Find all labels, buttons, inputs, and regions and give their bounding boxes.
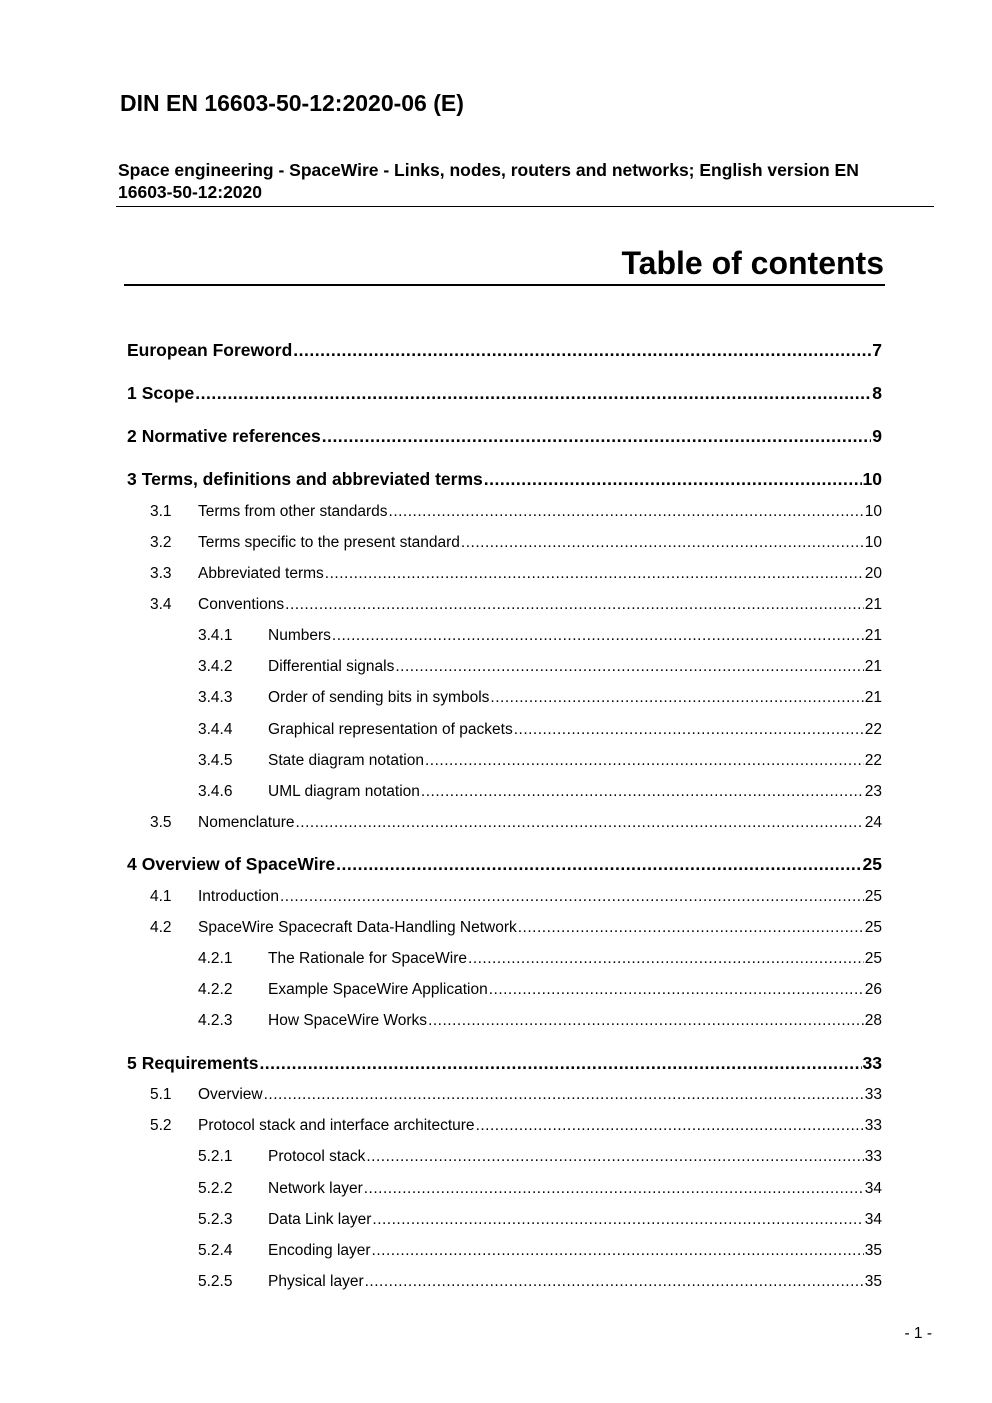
- toc-entry[interactable]: [198, 1148, 882, 1170]
- toc-entry-number: 4.2.3: [198, 1012, 233, 1029]
- toc-leader-dots: [425, 752, 864, 770]
- toc-entry[interactable]: [150, 814, 882, 836]
- toc-leader-dots: [365, 1273, 864, 1291]
- toc-entry[interactable]: [198, 721, 882, 743]
- toc-entry[interactable]: [198, 658, 882, 680]
- toc-entry[interactable]: [150, 534, 882, 556]
- toc-entry-label: Terms specific to the present standard: [198, 534, 460, 551]
- toc-entry-page: 22: [864, 721, 882, 738]
- toc-leader-dots: [518, 919, 864, 937]
- toc-entry[interactable]: [127, 383, 882, 407]
- toc-entry-page: 22: [864, 752, 882, 769]
- toc-entry[interactable]: [150, 596, 882, 618]
- toc-entry[interactable]: [127, 854, 882, 878]
- toc-entry[interactable]: [150, 919, 882, 941]
- toc-entry-number: 4.2.2: [198, 981, 233, 998]
- toc-entry[interactable]: [127, 426, 882, 450]
- toc-entry-number: 3.2: [150, 534, 172, 551]
- toc-entry-page: 20: [864, 565, 882, 582]
- toc-entry-page: 35: [864, 1273, 882, 1290]
- toc-entry[interactable]: [198, 950, 882, 972]
- page-number: - 1 -: [904, 1325, 932, 1342]
- toc-entry-label: Nomenclature: [198, 814, 295, 831]
- toc-leader-dots: [296, 814, 864, 832]
- toc-entry-label: Scope: [141, 383, 195, 403]
- toc-leader-dots: [389, 503, 864, 521]
- toc-leader-dots: [259, 1053, 861, 1074]
- toc-entry-number: 4: [127, 854, 137, 874]
- toc-entry-number: 3: [127, 469, 137, 489]
- toc-entry[interactable]: [150, 565, 882, 587]
- toc-entry[interactable]: [198, 1242, 882, 1264]
- toc-entry-label: How SpaceWire Works: [268, 1012, 428, 1029]
- toc-entry-label: State diagram notation: [268, 752, 424, 769]
- toc-entry-number: 3.3: [150, 565, 172, 582]
- toc-entry[interactable]: [198, 1012, 882, 1034]
- toc-leader-dots: [395, 658, 863, 676]
- toc-entry-page: 35: [864, 1242, 882, 1259]
- toc-entry-number: 5: [127, 1053, 137, 1073]
- toc-entry-number: 2: [127, 426, 137, 446]
- toc-entry[interactable]: [198, 627, 882, 649]
- toc-entry[interactable]: [150, 888, 882, 910]
- toc-entry-page: 21: [864, 596, 882, 613]
- toc-entry-page: 34: [864, 1180, 882, 1197]
- toc-entry-page: 21: [864, 627, 882, 644]
- toc-entry-label: Introduction: [198, 888, 279, 905]
- toc-entry-label: Overview of SpaceWire: [141, 854, 336, 874]
- toc-entry-number: 5.2.5: [198, 1273, 233, 1290]
- toc-entry[interactable]: [127, 1053, 882, 1077]
- toc-entry-page: 28: [864, 1012, 882, 1029]
- toc-entry-label: Conventions: [198, 596, 285, 613]
- toc-entry-label: Network layer: [268, 1180, 363, 1197]
- toc-entry-label: Terms, definitions and abbreviated terms: [141, 469, 483, 489]
- toc-leader-dots: [484, 469, 862, 490]
- toc-entry-label: Physical layer: [268, 1273, 364, 1290]
- toc-entry-number: 4.2.1: [198, 950, 233, 967]
- toc-entry-page: 10: [862, 469, 882, 489]
- toc-entry-number: 3.4.1: [198, 627, 233, 644]
- toc-entry-label: Graphical representation of packets: [268, 721, 513, 738]
- toc-leader-dots: [372, 1242, 864, 1260]
- toc-entry-page: 21: [864, 658, 882, 675]
- toc-entry-number: 5.2.4: [198, 1242, 233, 1259]
- toc-entry-label: Data Link layer: [268, 1211, 372, 1228]
- toc-leader-dots: [285, 596, 864, 614]
- toc-entry-label: Example SpaceWire Application: [268, 981, 488, 998]
- toc-entry-page: 26: [864, 981, 882, 998]
- toc-entry-page: 33: [864, 1117, 882, 1134]
- toc-entry[interactable]: [150, 503, 882, 525]
- toc-entry-number: 5.2.2: [198, 1180, 233, 1197]
- toc-leader-dots: [293, 340, 871, 361]
- toc-leader-dots: [490, 689, 863, 707]
- toc-leader-dots: [372, 1211, 863, 1229]
- toc-entry-label: Abbreviated terms: [198, 565, 324, 582]
- toc-entry-label: Normative references: [141, 426, 321, 446]
- toc-entry-page: 7: [872, 340, 882, 360]
- toc-entry[interactable]: [150, 1086, 882, 1108]
- toc-entry-number: 5.1: [150, 1086, 172, 1103]
- toc-entry-page: 25: [862, 854, 882, 874]
- toc-entry-label: UML diagram notation: [268, 783, 420, 800]
- toc-entry[interactable]: [198, 1273, 882, 1295]
- toc-entry-label: Requirements: [141, 1053, 259, 1073]
- toc-entry-label: SpaceWire Spacecraft Data-Handling Network: [198, 919, 517, 936]
- toc-entry[interactable]: [198, 981, 882, 1003]
- toc-entry-page: 10: [864, 534, 882, 551]
- toc-entry-number: 5.2: [150, 1117, 172, 1134]
- toc-entry-number: 3.4.3: [198, 689, 233, 706]
- toc-entry-page: 25: [864, 919, 882, 936]
- toc-leader-dots: [195, 383, 871, 404]
- toc-leader-dots: [280, 888, 864, 906]
- toc-title: Table of contents: [621, 245, 884, 281]
- toc-entry-label: Protocol stack and interface architecture: [198, 1117, 475, 1134]
- toc-leader-dots: [332, 627, 864, 645]
- toc-entry-page: 21: [864, 689, 882, 706]
- toc-entry-number: 3.1: [150, 503, 172, 520]
- document-subtitle: Space engineering - SpaceWire - Links, nodes, routers and networks; English version EN 16603-50-12:2020: [118, 160, 859, 202]
- toc-leader-dots: [322, 426, 872, 447]
- toc-leader-dots: [428, 1012, 864, 1030]
- toc-entry[interactable]: [198, 752, 882, 774]
- toc-entry-page: 25: [864, 888, 882, 905]
- toc-entry-number: 1: [127, 383, 137, 403]
- toc-entry-number: 4.1: [150, 888, 172, 905]
- toc-entry-label: Differential signals: [268, 658, 395, 675]
- toc-entry-label: Encoding layer: [268, 1242, 371, 1259]
- toc-leader-dots: [476, 1117, 864, 1135]
- toc-entry-page: 33: [864, 1148, 882, 1165]
- toc-leader-dots: [264, 1086, 864, 1104]
- toc-entry-number: 3.5: [150, 814, 172, 831]
- toc-leader-dots: [489, 981, 864, 999]
- toc-leader-dots: [325, 565, 864, 583]
- toc-entry-page: 9: [872, 426, 882, 446]
- toc-entry-number: 5.2.3: [198, 1211, 233, 1228]
- toc-entry-number: 3.4.4: [198, 721, 233, 738]
- toc-entry-number: 3.4.5: [198, 752, 233, 769]
- toc-entry-label: Terms from other standards: [198, 503, 388, 520]
- toc-entry[interactable]: [198, 1211, 882, 1233]
- toc-entry-label: The Rationale for SpaceWire: [268, 950, 468, 967]
- toc-entry-page: 8: [872, 383, 882, 403]
- toc-entry[interactable]: [127, 340, 882, 364]
- document-id: DIN EN 16603-50-12:2020-06 (E): [120, 90, 464, 116]
- toc-entry[interactable]: [150, 1117, 882, 1139]
- toc-entry-page: 10: [864, 503, 882, 520]
- toc-entry-page: 23: [864, 783, 882, 800]
- toc-entry-label: Protocol stack: [268, 1148, 366, 1165]
- toc-entry-page: 24: [864, 814, 882, 831]
- toc-entry-page: 25: [864, 950, 882, 967]
- toc-entry[interactable]: [127, 469, 882, 493]
- toc-leader-dots: [461, 534, 864, 552]
- toc-entry-label: Order of sending bits in symbols: [268, 689, 490, 706]
- toc-entry-page: 33: [862, 1053, 882, 1073]
- toc-entry-page: 33: [864, 1086, 882, 1103]
- toc-entry-page: 34: [864, 1211, 882, 1228]
- toc-leader-dots: [364, 1180, 864, 1198]
- toc-entry-number: 3.4: [150, 596, 172, 613]
- toc-entry-label: Overview: [198, 1086, 263, 1103]
- toc-leader-dots: [366, 1148, 863, 1166]
- toc-leader-dots: [336, 854, 861, 875]
- toc-entry-number: 4.2: [150, 919, 172, 936]
- toc-leader-dots: [468, 950, 864, 968]
- toc-entry[interactable]: [198, 783, 882, 805]
- toc-entry-number: 5.2.1: [198, 1148, 233, 1165]
- toc-entry-label: Numbers: [268, 627, 331, 644]
- toc-entry[interactable]: [198, 1180, 882, 1202]
- toc-leader-dots: [514, 721, 864, 739]
- toc-entry-label: European Foreword: [127, 340, 293, 360]
- toc-leader-dots: [421, 783, 864, 801]
- toc-entry-number: 3.4.2: [198, 658, 233, 675]
- toc-entry[interactable]: [198, 689, 882, 711]
- toc-entry-number: 3.4.6: [198, 783, 233, 800]
